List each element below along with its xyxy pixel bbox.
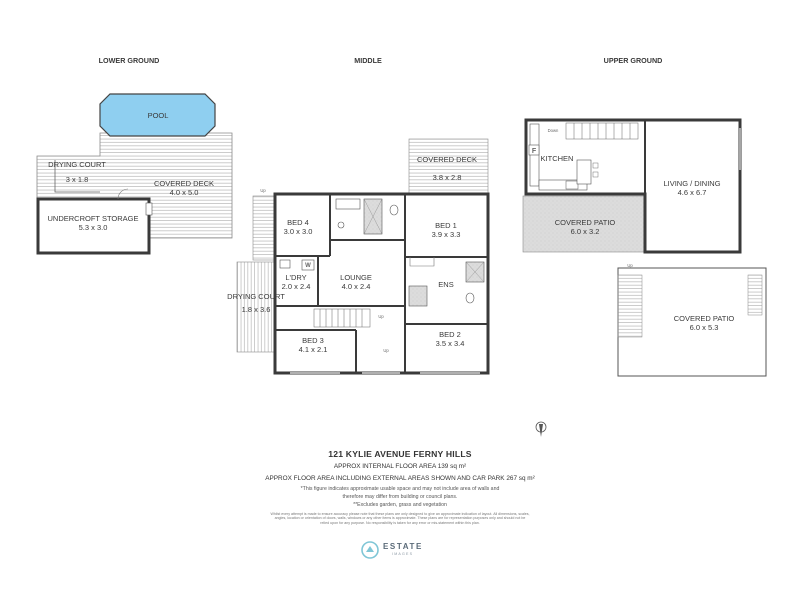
- floor-heading-upper: UPPER GROUND: [603, 56, 663, 65]
- room-covered-deck-mid: COVERED DECK: [416, 155, 478, 164]
- basin-icon: [338, 222, 344, 228]
- size-covered-deck-mid: 3.8 x 2.8: [432, 173, 462, 182]
- upper-ground-plan: [523, 120, 766, 376]
- bath-icon: [336, 199, 360, 209]
- room-drying-court-lower: DRYING COURT: [48, 160, 106, 169]
- disclaimer-line-2: therefore may differ from building or council plans.: [342, 494, 458, 500]
- size-laundry: 2.0 x 2.4: [281, 282, 311, 291]
- size-lounge: 4.0 x 2.4: [341, 282, 371, 291]
- up-mark-lounge: Up: [378, 314, 384, 319]
- room-covered-patio-1: COVERED PATIO: [554, 218, 616, 227]
- logo-icon: [360, 540, 380, 560]
- up-mark-patio: Up: [627, 263, 633, 268]
- size-bed2: 3.5 x 3.4: [435, 339, 465, 348]
- washer-mark: W: [305, 263, 311, 269]
- lower-ground-plan: [37, 94, 232, 253]
- size-drying-court-lower: 3 x 1.8: [65, 175, 89, 184]
- disclaimer-line-1: *This figure indicates approximate usable space and may not include area of walls and: [300, 486, 500, 492]
- room-living: LIVING / DINING: [663, 179, 721, 188]
- brand-name: ESTATE: [383, 542, 423, 551]
- compass-icon: [536, 422, 546, 437]
- brand-sub: IMAGES: [392, 552, 414, 556]
- size-covered-patio-2: 6.0 x 5.3: [689, 323, 719, 332]
- internal-area: APPROX INTERNAL FLOOR AREA 139 sq m²: [333, 463, 467, 470]
- up-mark-entry: Up: [383, 348, 389, 353]
- disclaimer-line-3: **Excludes garden, grass and vegetation: [353, 502, 447, 508]
- size-covered-patio-1: 6.0 x 3.2: [570, 227, 600, 236]
- fridge-mark: F: [531, 148, 537, 155]
- room-undercroft: UNDERCROFT STORAGE: [47, 214, 139, 223]
- down-mark: Down: [547, 128, 559, 133]
- total-area: APPROX FLOOR AREA INCLUDING EXTERNAL AREAS SHOWN AND CAR PARK 267 sq m²: [265, 475, 535, 482]
- room-pool: POOL: [147, 111, 169, 120]
- room-drying-court-mid: DRYING COURT: [227, 292, 285, 301]
- room-bed4: BED 4: [287, 218, 309, 227]
- room-lounge: LOUNGE: [340, 273, 372, 282]
- middle-floor-plan: [227, 139, 488, 373]
- size-bed3: 4.1 x 2.1: [298, 345, 328, 354]
- room-ens: ENS: [438, 280, 454, 289]
- size-covered-deck-lower: 4.0 x 5.0: [169, 188, 199, 197]
- room-bed2: BED 2: [439, 330, 461, 339]
- cooktop-icon: [566, 181, 578, 189]
- floor-heading-middle: MIDDLE: [354, 56, 382, 65]
- estate-images-logo: [360, 540, 440, 570]
- property-address: 121 KYLIE AVENUE FERNY HILLS: [328, 449, 472, 459]
- room-bed3: BED 3: [302, 336, 324, 345]
- size-bed4: 3.0 x 3.0: [283, 227, 313, 236]
- room-covered-deck-lower: COVERED DECK: [153, 179, 215, 188]
- fine-print: Whilst every attempt is made to ensure accuracy please note that these plans are only designed to give an approximate indication of layout. All dimensions, scales, angles, location or orientation of doors, walls, windows or any other items is approximate. These plans are for representation purposes only and should not be relied upon for any purpose. No responsibility is taken for any error or mis-statement within this plan.: [270, 512, 530, 525]
- size-living: 4.6 x 6.7: [677, 188, 707, 197]
- room-laundry: L'DRY: [285, 273, 307, 282]
- floor-heading-lower: LOWER GROUND: [98, 56, 160, 65]
- up-mark-deck: Up: [260, 188, 266, 193]
- room-bed1: BED 1: [435, 221, 457, 230]
- size-drying-court-mid: 1.8 x 3.6: [241, 305, 271, 314]
- room-kitchen: KITCHEN: [540, 154, 574, 163]
- toilet-icon: [390, 205, 398, 215]
- size-undercroft: 5.3 x 3.0: [78, 223, 108, 232]
- size-bed1: 3.9 x 3.3: [431, 230, 461, 239]
- room-covered-patio-2: COVERED PATIO: [673, 314, 735, 323]
